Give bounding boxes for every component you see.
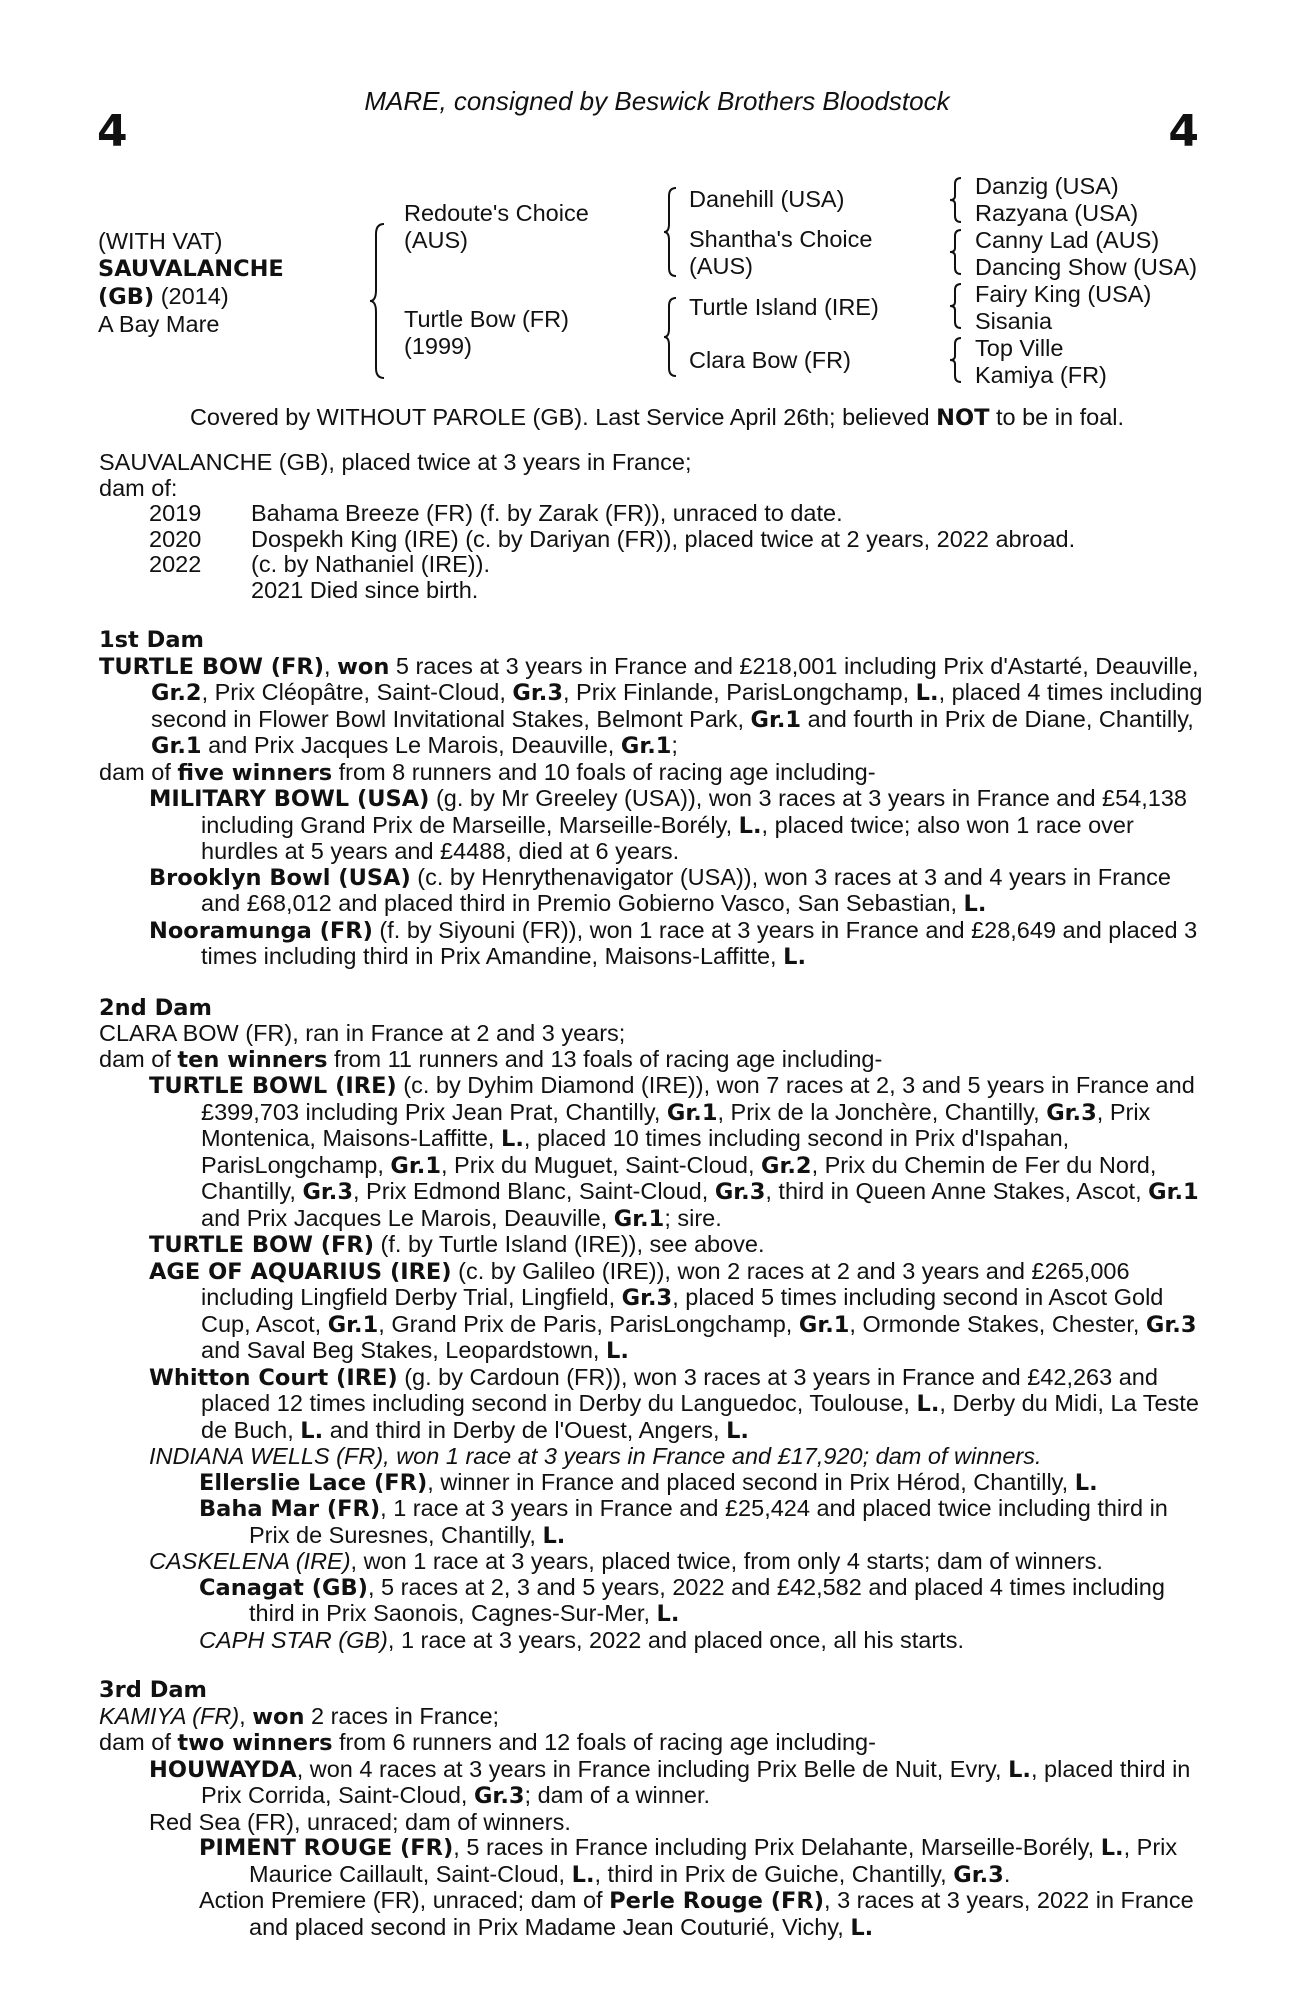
text-run: , Derby du Midi, La Teste de Buch, <box>201 1390 1199 1443</box>
text-run: L. <box>656 1601 680 1627</box>
ggd-4: Kamiya (FR) <box>975 362 1107 388</box>
dam-entry <box>99 1704 1204 1731</box>
text-run: . <box>1003 1860 1011 1887</box>
dam-sire: Turtle Island (IRE) <box>689 294 879 320</box>
text-run: L. <box>916 1391 940 1417</box>
text-run: Gr.1 <box>327 1311 379 1338</box>
text-run: L. <box>1100 1835 1124 1861</box>
dam-dam: Clara Bow (FR) <box>689 347 851 373</box>
grand-progeny-entry <box>199 1470 1204 1497</box>
text-run <box>99 501 149 527</box>
text-run: Gr.2 <box>761 1152 812 1179</box>
text-run: 5 races at 3 years in France and £218,001 including Prix d'Astarté, Deauville, <box>389 652 1199 679</box>
text-run: won <box>337 653 390 680</box>
text-run: Brooklyn Bowl (USA) <box>149 864 411 891</box>
text-run: L. <box>501 1126 524 1152</box>
text-run: , 1 race at 3 years in France and £25,424 and placed twice including third in Prix de Suresnes, Chantilly, <box>249 1495 1168 1548</box>
text-run: ; sire. <box>664 1204 722 1231</box>
text-run: TURTLE BOWL (IRE) <box>149 1073 397 1099</box>
text-run: ten winners <box>177 1046 328 1073</box>
horse-year: (2014) <box>160 283 229 309</box>
text-run: , Grand Prix de Paris, ParisLongchamp, <box>378 1310 799 1337</box>
ggd-1: Razyana (USA) <box>975 200 1139 226</box>
text-run: (c. by Henrythenavigator (USA)), won 3 races at 3 and 4 years in France and £68,012 and placed third in Premio Gobierno Vasco, San Sebastian, <box>201 863 1171 916</box>
produce-intro: SAUVALANCHE (GB), placed twice at 3 years in France; <box>99 449 692 475</box>
progeny-entry <box>149 786 1204 865</box>
text-run: and Prix Jacques Le Marois, Deauville, <box>201 732 621 758</box>
sire-dam-origin: (AUS) <box>689 253 753 279</box>
text-run <box>99 578 149 604</box>
text-run: , third in Queen Anne Stakes, Ascot, <box>765 1178 1149 1204</box>
text-run: , placed twice; also won 1 race over hurdles at 5 years and £4488, died at 6 years. <box>201 811 1134 864</box>
text-run: (f. by Turtle Island (IRE)), see above. <box>374 1231 765 1257</box>
text-run: , Prix Edmond Blanc, Saint-Cloud, <box>353 1178 715 1204</box>
progeny-entry <box>149 1365 1204 1445</box>
text-run: and fourth in Prix de Diane, Chantilly, <box>801 705 1194 732</box>
third-dam-section <box>99 1678 1204 1941</box>
text-run: Covered by WITHOUT PAROLE (GB). Last Service April 26th; believed <box>189 404 937 430</box>
text-run <box>149 578 251 604</box>
horse-origin: (GB) <box>98 284 155 310</box>
pedigree-brace-g3-1 <box>948 176 964 224</box>
horse-name-line <box>98 255 284 283</box>
consignor-line: MARE, consigned by Beswick Brothers Bloodstock <box>364 86 950 116</box>
text-run: , Prix Cléopâtre, Saint-Cloud, <box>201 679 513 705</box>
text-run: 2020 <box>149 525 202 552</box>
text-run: Gr.1 <box>620 733 672 759</box>
text-run: Gr.1 <box>1148 1179 1199 1205</box>
dam-entry <box>99 654 1204 760</box>
grand-progeny-entry <box>199 1496 1204 1549</box>
text-run: Baha Mar (FR) <box>199 1496 381 1522</box>
text-run: L. <box>915 680 939 706</box>
text-run: MILITARY BOWL (USA) <box>149 786 430 812</box>
text-run: Gr.1 <box>798 1311 850 1338</box>
grand-progeny-entry <box>199 1835 1204 1888</box>
text-run: , <box>239 1702 253 1729</box>
text-run: INDIANA WELLS (FR) <box>149 1443 384 1469</box>
ggs-2: Canny Lad (AUS) <box>975 227 1160 253</box>
vat-note: (WITH VAT) <box>98 228 223 254</box>
first-dam-section <box>99 628 1204 971</box>
text-run: , Prix du Chemin de Fer du Nord, Chantilly, <box>201 1151 1157 1204</box>
dam-of-line <box>99 1730 1204 1757</box>
text-run: Gr.1 <box>750 706 802 733</box>
text-run: L. <box>606 1338 629 1364</box>
text-run: , 5 races in France including Prix Delahante, Marseille-Borély, <box>453 1834 1101 1860</box>
text-run: , 5 races at 2, 3 and 5 years, 2022 and £42,582 and placed 4 times including third in Prix Saonois, Cagnes-Sur-Mer, <box>249 1573 1165 1626</box>
lot-number-left: 4 <box>97 106 128 157</box>
catalogue-body <box>99 450 1204 1941</box>
progeny-entry <box>149 865 1204 918</box>
text-run: ; <box>671 732 678 758</box>
pedigree-brace-g3-2 <box>948 228 964 276</box>
text-run: dam of <box>99 758 178 785</box>
text-run: five winners <box>177 759 333 786</box>
text-run: Gr.3 <box>621 1285 673 1311</box>
text-run: (f. by Siyouni (FR)), won 1 race at 3 years in France and £28,649 and placed 3 times including third in Prix Amandine, Maisons-Laffitte, <box>201 916 1198 969</box>
text-run: dam of <box>99 1045 178 1072</box>
text-run: Action Premiere (FR), unraced; dam of <box>199 1887 610 1913</box>
pedigree-brace-main <box>368 222 388 380</box>
progeny-entry <box>149 1232 1204 1259</box>
cover-note <box>0 404 1314 431</box>
dam-name: Turtle Bow (FR) <box>404 306 569 332</box>
text-run: , placed third in Prix Corrida, Saint-Cloud, <box>201 1755 1191 1808</box>
text-run: , won 1 race at 3 years in France and £17,920; dam of winners. <box>383 1443 1042 1469</box>
ggs-4: Top Ville <box>975 335 1064 361</box>
pedigree-brace-g3-3 <box>948 282 964 330</box>
text-run: (g. by Cardoun (FR)), won 3 races at 3 years in France and £42,263 and placed 12 times including second in Derby du Languedoc, Toulouse, <box>201 1363 1158 1416</box>
text-run: , Prix Montenica, Maisons-Laffitte, <box>201 1098 1151 1151</box>
text-run: Gr.3 <box>953 1861 1004 1888</box>
text-run: , placed 5 times including second in Ascot Gold Cup, Ascot, <box>201 1284 1164 1337</box>
sire-sire: Danehill (USA) <box>689 186 845 212</box>
text-run: 2 races in France; <box>304 1702 500 1729</box>
text-run: (g. by Mr Greeley (USA)), won 3 races at 3 years in France and £54,138 including Grand Prix de Marseille, Marseille-Borély, <box>201 785 1187 838</box>
ggd-2: Dancing Show (USA) <box>975 254 1198 280</box>
text-run: , Prix de la Jonchère, Chantilly, <box>717 1098 1047 1125</box>
dam-entry: CLARA BOW (FR), ran in France at 2 and 3 years; <box>99 1020 626 1046</box>
grand-progeny-entry <box>199 1628 1204 1654</box>
text-run: PIMENT ROUGE (FR) <box>199 1835 454 1861</box>
text-run: Gr.1 <box>151 733 202 759</box>
text-run: Gr.3 <box>512 680 563 706</box>
progeny-entry <box>149 1549 1204 1575</box>
horse-origin-line <box>98 283 284 311</box>
progeny-entry <box>149 1757 1204 1810</box>
produce-row <box>99 501 1204 527</box>
ggd-3: Sisania <box>975 308 1053 334</box>
text-run: , third in Prix de Guiche, Chantilly, <box>594 1860 954 1887</box>
progeny-entry: Red Sea (FR), unraced; dam of winners. <box>149 1808 571 1835</box>
text-run: TURTLE BOW (FR) <box>99 653 325 680</box>
text-run: Bahama Breeze (FR) (f. by Zarak (FR)), unraced to date. <box>251 500 843 526</box>
second-dam-section <box>99 996 1204 1654</box>
text-run: L. <box>738 812 762 839</box>
text-run: Gr.1 <box>613 1205 665 1232</box>
dam-of-line <box>99 760 1204 787</box>
text-run: , 1 race at 3 years, 2022 and placed once, all his starts. <box>387 1626 964 1653</box>
dam-of-line <box>99 1047 1204 1074</box>
produce-section <box>99 450 1204 603</box>
text-run: L. <box>963 891 987 917</box>
text-run: and Prix Jacques Le Marois, Deauville, <box>201 1204 614 1231</box>
text-run: Dospekh King (IRE) (c. by Dariyan (FR)), placed twice at 2 years, 2022 abroad. <box>251 525 1076 552</box>
text-run: Gr.3 <box>473 1783 525 1809</box>
section-heading: 3rd Dam <box>99 1677 207 1703</box>
text-run: , won 1 race at 3 years, placed twice, from only 4 starts; dam of winners. <box>350 1548 1103 1574</box>
text-run: , 3 races at 3 years, 2022 in France and placed second in Prix Madame Jean Couturié, Vichy, <box>249 1887 1194 1940</box>
text-run: , won 4 races at 3 years in France including Prix Belle de Nuit, Evry, <box>296 1755 1009 1782</box>
text-run: and Saval Beg Stakes, Leopardstown, <box>201 1337 606 1363</box>
text-run: from 8 runners and 10 foals of racing age including- <box>332 758 876 785</box>
text-run: two winners <box>177 1730 333 1756</box>
text-run: , Prix Finlande, ParisLongchamp, <box>562 679 916 705</box>
ggs-3: Fairy King (USA) <box>975 281 1152 307</box>
progeny-entry <box>149 918 1204 971</box>
text-run: CAPH STAR (GB) <box>199 1626 388 1653</box>
progeny-entry <box>149 1259 1204 1365</box>
text-run: Whitton Court (IRE) <box>149 1364 398 1391</box>
text-run: Gr.3 <box>302 1179 353 1205</box>
text-run: 2021 Died since birth. <box>251 576 479 603</box>
text-run: Gr.3 <box>1046 1099 1097 1126</box>
grand-progeny-entry <box>199 1575 1204 1628</box>
text-run: Gr.2 <box>151 680 202 706</box>
horse-description: A Bay Mare <box>98 311 220 337</box>
text-run: (c. by Dyhim Diamond (IRE)), won 7 races at 2, 3 and 5 years in France and £399,703 including Prix Jean Prat, Chantilly, <box>201 1072 1195 1125</box>
text-run: Gr.1 <box>666 1099 718 1126</box>
text-run: 2022 <box>149 551 202 577</box>
dam-year: (1999) <box>404 333 472 359</box>
text-run: from 6 runners and 12 foals of racing age including- <box>332 1729 876 1755</box>
produce-dam-of: dam of: <box>99 474 178 501</box>
text-run: (c. by Nathaniel (IRE)). <box>251 551 490 577</box>
text-run: AGE OF AQUARIUS (IRE) <box>149 1258 452 1285</box>
text-run: L. <box>542 1522 566 1549</box>
text-run: L. <box>726 1417 749 1444</box>
text-run: L. <box>783 944 807 970</box>
text-run: won <box>252 1703 305 1730</box>
text-run: HOUWAYDA <box>149 1756 297 1783</box>
pedigree-brace-dam <box>662 296 680 378</box>
sire-dam-name: Shantha's Choice <box>689 226 873 252</box>
section-heading: 2nd Dam <box>99 994 212 1021</box>
text-run: L. <box>850 1914 874 1941</box>
text-run: Gr.3 <box>714 1179 766 1205</box>
text-run: L. <box>1008 1756 1031 1783</box>
text-run: to be in foal. <box>989 404 1125 430</box>
produce-row <box>99 578 1204 604</box>
text-run: , placed 4 times including second in Flower Bowl Invitational Stakes, Belmont Park, <box>151 679 1203 732</box>
text-run: , Prix Maurice Caillault, Saint-Cloud, <box>249 1834 1178 1887</box>
text-run: from 11 runners and 13 foals of racing age including- <box>327 1045 883 1072</box>
lot-number-right: 4 <box>1168 106 1199 157</box>
text-run: , <box>324 652 338 679</box>
pedigree-brace-sire <box>662 186 680 278</box>
text-run: Nooramunga (FR) <box>149 917 373 944</box>
text-run: L. <box>1074 1469 1098 1496</box>
text-run: KAMIYA (FR) <box>99 1702 240 1729</box>
text-run: , Ormonde Stakes, Chester, <box>849 1310 1146 1337</box>
pedigree-brace-g3-4 <box>948 336 964 384</box>
text-run: TURTLE BOW (FR) <box>149 1232 375 1258</box>
text-run: L. <box>571 1861 595 1888</box>
grand-progeny-entry <box>199 1888 1204 1941</box>
produce-row <box>99 527 1204 553</box>
text-run: Perle Rouge (FR) <box>609 1888 825 1914</box>
sire-name: Redoute's Choice <box>404 200 589 226</box>
text-run: , Prix du Muguet, Saint-Cloud, <box>440 1151 761 1178</box>
text-run <box>99 527 149 553</box>
text-run: Gr.3 <box>1145 1311 1197 1338</box>
text-run: , winner in France and placed second in Prix Hérod, Chantilly, <box>427 1468 1075 1495</box>
text-run: dam of <box>99 1729 178 1755</box>
text-run: L. <box>300 1417 324 1444</box>
text-run: Gr.1 <box>390 1152 441 1179</box>
sire-origin: (AUS) <box>404 227 468 253</box>
text-run: , placed 10 times including second in Prix d'Ispahan, ParisLongchamp, <box>201 1125 1070 1178</box>
text-run: ; dam of a winner. <box>524 1782 711 1808</box>
text-run: Canagat (GB) <box>199 1574 368 1601</box>
text-run: CASKELENA (IRE) <box>149 1548 351 1574</box>
text-run: and third in Derby de l'Ouest, Angers, <box>323 1416 727 1443</box>
progeny-entry <box>149 1444 1204 1470</box>
horse-name: SAUVALANCHE <box>98 256 284 282</box>
progeny-entry <box>149 1073 1204 1232</box>
ggs-1: Danzig (USA) <box>975 173 1119 199</box>
text-run <box>99 552 149 578</box>
text-run: 2019 <box>149 500 202 526</box>
section-heading: 1st Dam <box>99 627 204 653</box>
text-run: (c. by Galileo (IRE)), won 2 races at 2 and 3 years and £265,006 including Lingfield Derby Trial, Lingfield, <box>201 1257 1130 1310</box>
text-run: Ellerslie Lace (FR) <box>199 1469 428 1496</box>
cover-not: NOT <box>936 405 990 431</box>
produce-row <box>99 552 1204 578</box>
